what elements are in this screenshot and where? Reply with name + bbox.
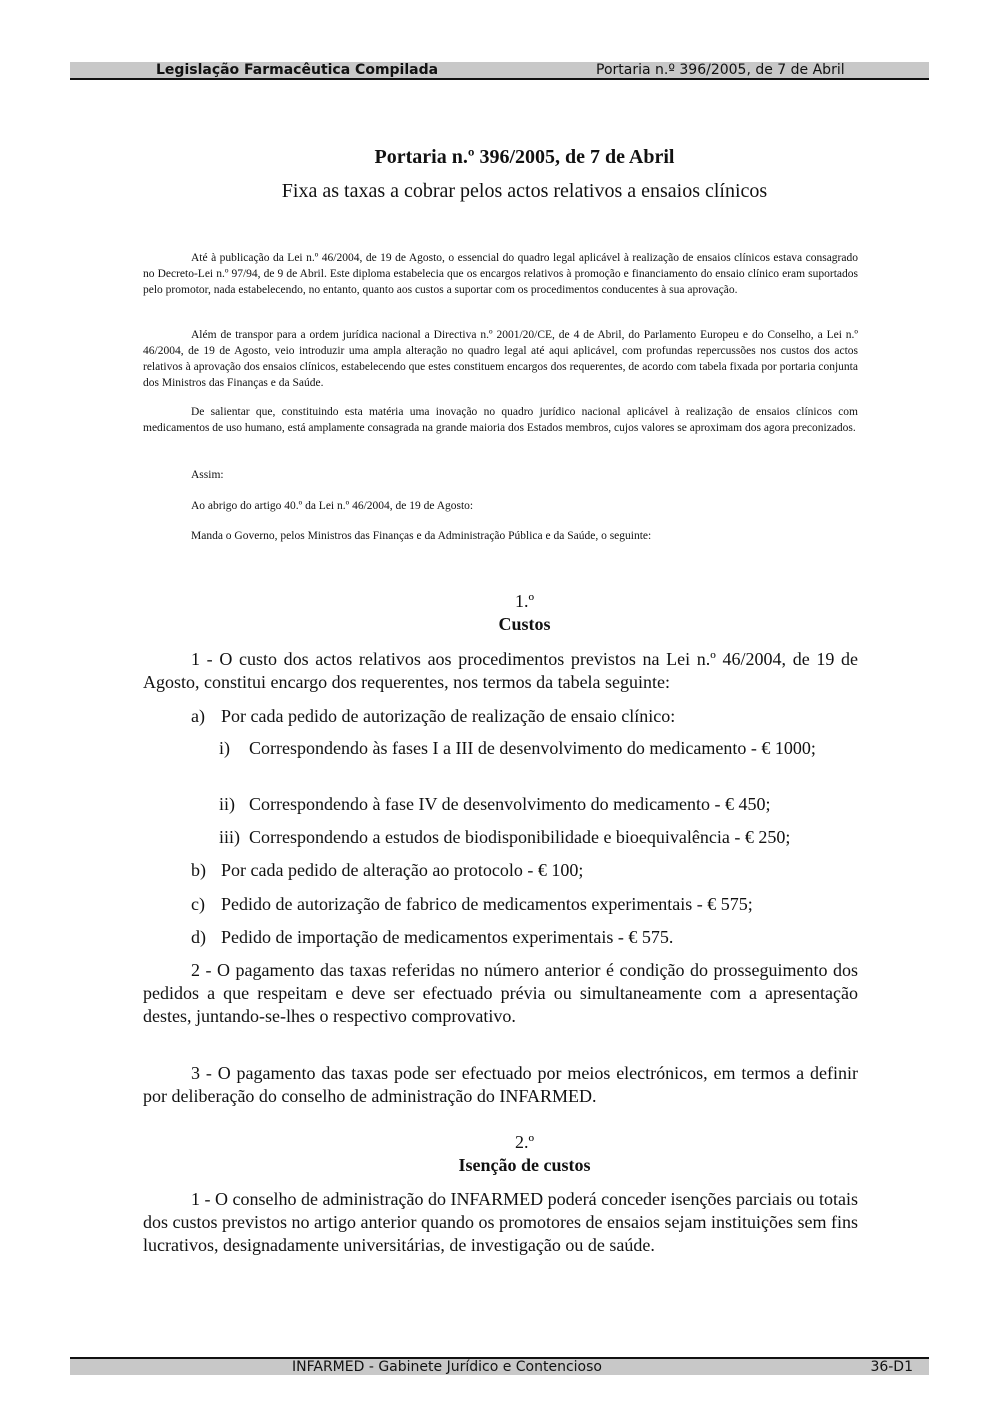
article-1-paragraph-1: 1 - O custo dos actos relativos aos procedimentos previstos na Lei n.º 46/2004, de 19 de Agosto, constitui encargo dos requerentes, nos termos da tabela seguinte: bbox=[143, 649, 858, 692]
article-2-paragraph-1: 1 - O conselho de administração do INFARMED poderá conceder isenções parciais ou totais dos custos previstos no artigo anterior quando os promotores de ensaios sejam instituições sem fins lucrativos, designadamente universitárias, de investigação ou de saúde. bbox=[143, 1189, 858, 1255]
list-item-iii bbox=[219, 826, 858, 849]
list-item-i bbox=[219, 737, 858, 760]
list-item-d bbox=[191, 926, 858, 949]
list-item-b bbox=[191, 859, 858, 882]
list-item-c bbox=[191, 893, 858, 916]
list-text: Por cada pedido de autorização de realização de ensaio clínico: bbox=[221, 706, 676, 726]
list-marker: a) bbox=[191, 706, 205, 726]
list-marker: b) bbox=[191, 860, 206, 880]
list-marker: ii) bbox=[219, 794, 235, 814]
intro-text: Até à publicação da Lei n.º 46/2004, de 19 de Agosto, o essencial do quadro legal aplicável à realização de ensaios clínicos estava consagrado no Decreto-Lei n.º 97/94, de 9 de Abril. Este diploma estabelecia que os encargos relativos à promoção e financiamento do ensaio clínico eram suportados pelo promotor, nada estabelecendo, no entanto, quanto aos custos a suportar com os procedimentos conducentes à sua aprovação. bbox=[143, 252, 858, 296]
document-title: Portaria n.º 396/2005, de 7 de Abril bbox=[374, 146, 675, 168]
document-subtitle: Fixa as taxas a cobrar pelos actos relativos a ensaios clínicos bbox=[281, 180, 768, 202]
article-1-paragraph-3: 3 - O pagamento das taxas pode ser efectuado por meios electrónicos, em termos a definir por deliberação do conselho de administração do INFARMED. bbox=[143, 1063, 858, 1106]
list-item-ii bbox=[219, 793, 858, 816]
footer-text: INFARMED - Gabinete Jurídico e Contencioso bbox=[292, 1359, 602, 1375]
header-left-text: Legislação Farmacêutica Compilada bbox=[156, 62, 439, 78]
intro-paragraph-1 bbox=[143, 250, 858, 298]
intro-text: Além de transpor para a ordem jurídica nacional a Directiva n.º 2001/20/CE, de 4 de Abril, do Parlamento Europeu e do Conselho, a Lei n.º 46/2004, de 19 de Agosto, veio introduzir uma ampla alteração no quadro legal até aqui aplicável, com profundas repercussões nos custos dos actos relativos à aprovação dos ensaios clínicos, estabelecendo que estes constituem encargos dos requerentes, de acordo com tabela fixada por portaria conjunta dos Ministros das Finanças e da Saúde. bbox=[143, 329, 858, 389]
article-2-title: Isenção de custos bbox=[458, 1155, 591, 1175]
list-text: Pedido de autorização de fabrico de medicamentos experimentais - € 575; bbox=[221, 894, 753, 914]
list-item-a bbox=[191, 705, 858, 728]
list-marker: iii) bbox=[219, 827, 240, 847]
header-right-text: Portaria n.º 396/2005, de 7 de Abril bbox=[596, 62, 845, 78]
intro-text: De salientar que, constituindo esta matéria uma inovação no quadro jurídico nacional aplicável à realização de ensaios clínicos com medicamentos de uso humano, está amplamente consagrada na grande maioria dos Estados membros, cujos valores se aproximam dos agora preconizados. bbox=[143, 406, 858, 434]
intro-paragraph-3 bbox=[143, 404, 858, 436]
list-text: Correspondendo às fases I a III de desenvolvimento do medicamento - € 1000; bbox=[249, 738, 816, 758]
article-1-paragraph-2: 2 - O pagamento das taxas referidas no número anterior é condição do prosseguimento dos pedidos a que respeitam e deve ser efectuado prévia ou simultaneamente com a apresentação destes, juntando-se-lhes o respectivo comprovativo. bbox=[143, 960, 858, 1026]
page-number: 36-D1 bbox=[870, 1359, 913, 1375]
article-1-number: 1.º bbox=[514, 591, 535, 611]
assim-line: Assim: bbox=[191, 469, 224, 481]
list-text: Correspondendo a estudos de biodisponibilidade e bioequivalência - € 250; bbox=[249, 827, 791, 847]
list-text: Correspondendo à fase IV de desenvolvimento do medicamento - € 450; bbox=[249, 794, 771, 814]
list-marker: c) bbox=[191, 894, 205, 914]
intro-paragraph-2 bbox=[143, 327, 858, 391]
page-header bbox=[70, 62, 929, 80]
list-marker: i) bbox=[219, 738, 230, 758]
abrigo-line: Ao abrigo do artigo 40.º da Lei n.º 46/2004, de 19 de Agosto: bbox=[191, 500, 474, 512]
list-text: Pedido de importação de medicamentos experimentais - € 575. bbox=[221, 927, 674, 947]
page-footer bbox=[70, 1357, 929, 1375]
article-2-number: 2.º bbox=[514, 1132, 535, 1152]
list-text: Por cada pedido de alteração ao protocolo - € 100; bbox=[221, 860, 584, 880]
manda-line: Manda o Governo, pelos Ministros das Finanças e da Administração Pública e da Saúde, o seguinte: bbox=[191, 530, 652, 542]
list-marker: d) bbox=[191, 927, 206, 947]
article-1-title: Custos bbox=[498, 614, 551, 634]
